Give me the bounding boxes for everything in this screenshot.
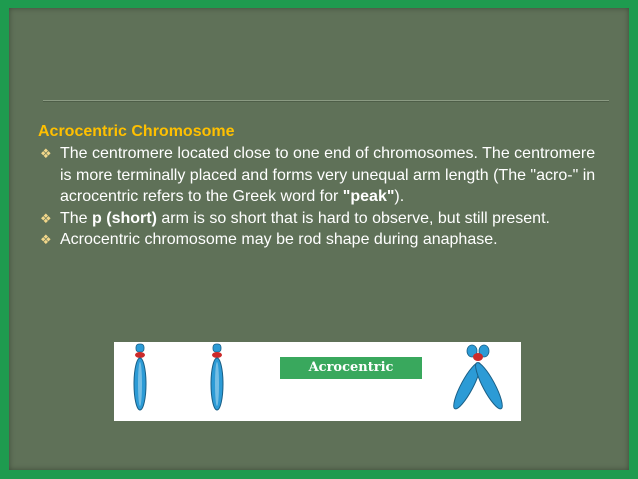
bullet-text: Acrocentric chromosome may be rod shape during anaphase.: [60, 231, 498, 248]
bullet-text-end: ).: [394, 188, 405, 205]
single-chromatid-icon: [205, 342, 229, 421]
diamond-bullet-icon: ❖: [40, 146, 52, 161]
bullet-text-end: arm is so short that is hard to observe, but still present.: [156, 209, 550, 227]
bullet-item: [38, 229, 608, 251]
diamond-bullet-icon: ❖: [40, 210, 52, 226]
acrocentric-label: Acrocentric: [280, 357, 422, 379]
bullet-text: The centromere located close to one end of chromosomes. The centromere is more terminally placed and forms very unequal arm length (The "acro-" in acrocentric refers to the Greek word for: [60, 145, 596, 205]
bullet-item: [38, 143, 608, 208]
diamond-bullet-icon: ❖: [40, 232, 52, 247]
bullet-list: [38, 143, 608, 251]
bullet-bold-text: "peak": [342, 188, 395, 205]
bullet-bold-text: p (short): [92, 209, 157, 227]
single-chromatid-icon: [128, 342, 152, 421]
slide-title: Acrocentric Chromosome: [38, 123, 235, 140]
anaphase-chromosome-icon: [448, 342, 508, 421]
acrocentric-figure: [114, 342, 521, 421]
bullet-item: [38, 208, 608, 230]
bullet-text: The: [60, 209, 93, 227]
divider-line: [43, 100, 609, 102]
